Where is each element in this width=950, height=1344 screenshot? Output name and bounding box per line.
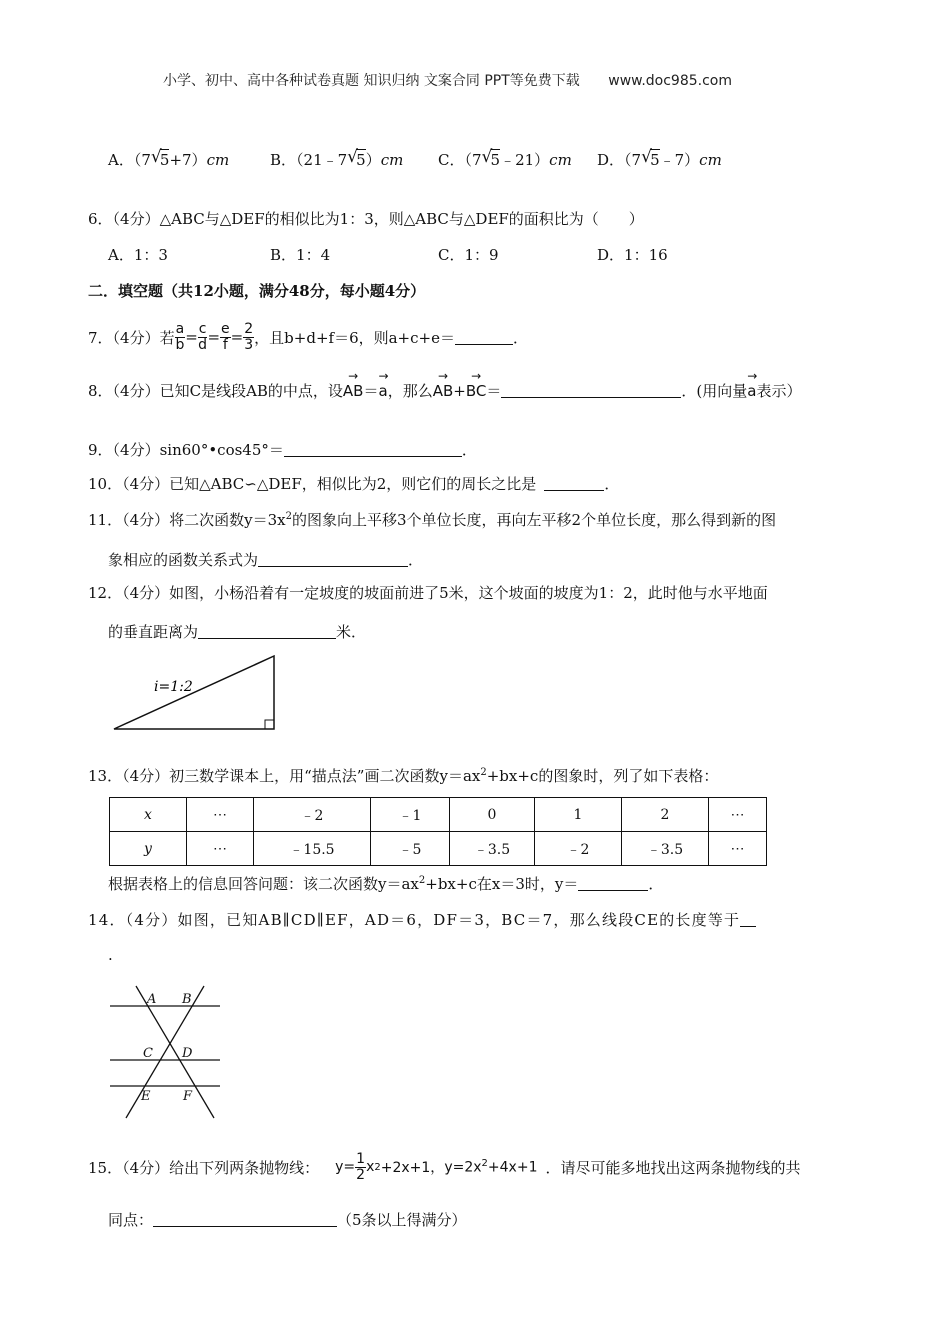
denominator: d (198, 336, 208, 353)
sqrt-symbol: √ 5 (347, 147, 366, 169)
superscript: 2 (418, 875, 426, 886)
equals-sign: = (207, 328, 221, 346)
table-cell: ﹣1 (371, 798, 450, 832)
table-cell: x (110, 798, 187, 832)
q7-prefix: 7．（4分）若 (88, 328, 175, 347)
sqrt-symbol: √ 5 (641, 147, 660, 169)
option-text: ﹣21） (500, 151, 550, 169)
q5-option-d (597, 149, 722, 170)
q15-text: （5条以上得满分） (337, 1211, 467, 1229)
point-label: A (147, 992, 157, 1007)
q13-text: +bx+c在x＝3时，y＝ (425, 875, 579, 893)
parabola-2 (444, 1158, 537, 1176)
table-row (110, 798, 767, 832)
q13-line1 (88, 765, 718, 786)
fraction (243, 322, 254, 353)
table-cell: 1 (535, 798, 622, 832)
vector-ab: → AB (343, 382, 364, 400)
answer-blank[interactable] (501, 383, 681, 398)
table-cell: ⋯ (187, 832, 254, 866)
numerator: e (221, 320, 230, 337)
q7 (88, 312, 528, 362)
point-label: C (143, 1046, 153, 1061)
radicand: 5 (650, 151, 660, 169)
q8 (88, 380, 801, 401)
point-label: D (182, 1046, 193, 1061)
value-table (109, 797, 767, 866)
table-cell: ﹣15.5 (254, 832, 371, 866)
equation-text: y= (335, 1159, 356, 1175)
answer-blank[interactable] (740, 912, 756, 927)
numerator: a (175, 320, 185, 337)
q13-line2 (108, 873, 663, 894)
denominator: 3 (244, 336, 254, 353)
answer-blank[interactable] (578, 876, 648, 891)
option-label: A． (108, 151, 134, 169)
equals-sign: ＝ (363, 382, 379, 400)
superscript: 2 (285, 511, 292, 522)
q11-text: 象相应的函数关系式为 (108, 551, 259, 569)
denominator: 2 (356, 1166, 366, 1183)
radicand: 5 (159, 151, 170, 169)
header-text: 小学、初中、高中各种试卷真题 知识归纳 文案合同 PPT等免费下载 (163, 73, 580, 89)
q5-option-b (270, 149, 403, 170)
answer-blank[interactable] (258, 552, 408, 567)
option-text: ） (365, 151, 381, 169)
equation-text: x (366, 1159, 375, 1175)
table-cell: ⋯ (187, 798, 254, 832)
q13-text: 根据表格上的信息回答问题：该二次函数y＝ax (108, 875, 419, 893)
q14-text: 14．（4分）如图，已知AB∥CD∥EF，AD＝6，DF＝3，BC＝7，那么线段CE的长度等于 (88, 911, 741, 929)
fraction (198, 322, 208, 353)
slope-label: i=1:2 (154, 679, 193, 695)
q12-text: 的垂直距离为 (108, 623, 199, 641)
q6-option-d: D．1：16 (597, 246, 668, 264)
table-cell: y (110, 832, 187, 866)
q15-line1 (88, 1141, 801, 1193)
table-cell: 0 (450, 798, 535, 832)
period: ． (408, 551, 424, 569)
q8-text: 表示） (756, 382, 802, 400)
q5-option-a (108, 149, 229, 170)
table-cell: ⋯ (709, 832, 767, 866)
table-row (110, 832, 767, 866)
q8-prefix: 8．（4分）已知C是线段AB的中点，设 (88, 382, 343, 400)
parallel-lines-figure (108, 982, 224, 1122)
numerator: 2 (244, 320, 254, 337)
q10-prefix: 10．（4分）已知△ABC∽△DEF，相似比为2，则它们的周长之比是 (88, 475, 537, 493)
period: ． (648, 875, 664, 893)
q14-line2: . (108, 946, 113, 964)
q15-line2 (108, 1209, 467, 1230)
radicand: 5 (490, 151, 501, 169)
denominator: f (222, 336, 228, 353)
plus-sign: + (453, 382, 466, 400)
option-text: ﹣7） (659, 151, 700, 169)
sqrt-symbol: √ 5 (481, 147, 501, 169)
equals-sign: = (230, 328, 244, 346)
fraction (355, 1152, 366, 1183)
option-text: （7 (624, 151, 642, 169)
table-cell: ⋯ (709, 798, 767, 832)
period: ． (461, 441, 477, 459)
q15-text: 同点： (108, 1211, 154, 1229)
q5-option-c (438, 149, 572, 170)
q6-stem: 6．（4分）△ABC与△DEF的相似比为1：3，则△ABC与△DEF的面积比为（ ） (88, 210, 644, 228)
option-text: （7 (133, 151, 151, 169)
answer-blank[interactable] (455, 330, 513, 345)
option-label: B． (270, 151, 297, 169)
q11-line2 (108, 549, 423, 570)
q7-suffix: ，且b+d+f＝6，则a+c+e＝ (254, 328, 455, 347)
q13-text: +bx+c的图象时，列了如下表格： (486, 767, 719, 785)
vector-a: → a (747, 382, 756, 400)
q12-text: 米． (336, 623, 367, 641)
denominator: b (175, 336, 185, 353)
table-cell: ﹣3.5 (450, 832, 535, 866)
equals-sign: ＝ (486, 382, 502, 400)
table-cell: 2 (622, 798, 709, 832)
unit: cm (549, 151, 572, 169)
q14-line1 (88, 909, 756, 930)
superscript: 2 (481, 1158, 488, 1170)
option-text: （21﹣7 (296, 151, 348, 169)
answer-blank[interactable] (198, 624, 336, 639)
page-header (163, 70, 732, 90)
superscript: 2 (374, 1161, 381, 1173)
equation-text: +2x+1， (380, 1160, 445, 1176)
radicand: 5 (356, 151, 366, 169)
header-url: www.doc985.com (608, 73, 732, 89)
slope-figure (108, 650, 278, 734)
q15-text: 15．（4分）给出下列两条抛物线： (88, 1158, 320, 1177)
vector-a: → a (379, 382, 388, 400)
q8-text: ，那么 (387, 382, 433, 400)
equation-text: x (473, 1159, 482, 1176)
q9-prefix: 9．（4分）sin60°•cos45°＝ (88, 441, 284, 459)
section-title: 二．填空题（共12小题，满分48分，每小题4分） (88, 282, 426, 300)
superscript: 2 (480, 767, 487, 778)
numerator: c (198, 320, 207, 337)
option-text: +7） (169, 151, 207, 169)
table-cell: ﹣3.5 (622, 832, 709, 866)
unit: cm (380, 151, 404, 169)
q12-line1: 12．（4分）如图，小杨沿着有一定坡度的坡面前进了5米，这个坡面的坡度为1：2，此时他与水平地面 (88, 584, 768, 602)
option-label: C． (438, 151, 465, 169)
unit: cm (699, 151, 722, 169)
unit: cm (206, 151, 230, 169)
vector-ab: → AB (433, 382, 454, 400)
q9 (88, 439, 477, 460)
table-cell: ﹣2 (535, 832, 622, 866)
equation-text: y=2 (444, 1159, 474, 1176)
q13-text: 13．（4分）初三数学课本上，用“描点法”画二次函数y＝ax (88, 767, 481, 785)
q15-text: ．请尽可能多地找出这两条抛物线的共 (545, 1158, 801, 1177)
q10 (88, 473, 619, 494)
option-label: D． (597, 151, 625, 169)
period: ． (512, 328, 528, 347)
slope-triangle (114, 656, 274, 729)
q11-line1 (88, 509, 776, 530)
point-label: F (183, 1089, 193, 1104)
sqrt-symbol: √ 5 (150, 147, 170, 169)
numerator: 1 (356, 1150, 366, 1167)
q8-text: ．(用向量 (681, 382, 748, 400)
point-label: B (182, 992, 192, 1007)
parabola-1 (335, 1152, 444, 1183)
answer-blank[interactable] (544, 476, 604, 491)
equals-sign: = (185, 328, 198, 346)
q6-option-a: A．1：3 (108, 246, 168, 264)
q11-text: 的图象向上平移3个单位长度，再向左平移2个单位长度，那么得到新的图 (291, 511, 777, 529)
q6-option-b: B．1：4 (270, 246, 331, 264)
point-label: E (141, 1089, 151, 1104)
equation-text: +4x+1 (487, 1159, 538, 1176)
q6-option-c: C．1：9 (438, 246, 499, 264)
table-cell: ﹣5 (371, 832, 450, 866)
fraction (220, 322, 231, 353)
table-cell: ﹣2 (254, 798, 371, 832)
q12-line2 (108, 621, 366, 642)
vector-bc: → BC (466, 382, 487, 400)
answer-blank[interactable] (284, 442, 462, 457)
q11-text: 11．（4分）将二次函数y＝3x (88, 511, 286, 529)
period: ． (604, 475, 620, 493)
fraction (175, 322, 186, 353)
option-text: （7 (464, 151, 482, 169)
right-angle-mark (265, 720, 274, 729)
answer-blank[interactable] (153, 1212, 337, 1227)
